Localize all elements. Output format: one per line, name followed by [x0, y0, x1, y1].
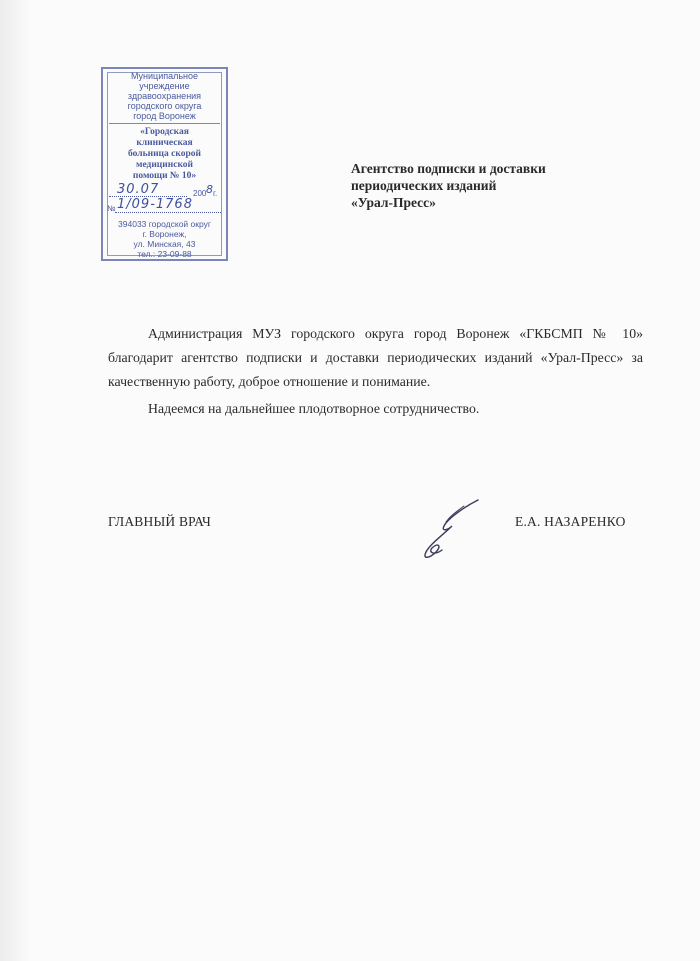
stamp-hospital-line: «Городская: [140, 127, 189, 137]
stamp-number-handwritten: 1/09-1768: [117, 197, 193, 212]
stamp-org-line: учреждение: [139, 81, 190, 91]
stamp-number-row: [107, 197, 223, 217]
stamp-number-underline: [115, 212, 221, 213]
stamp-organization: [103, 71, 226, 121]
stamp-address-line: г. Воронеж,: [142, 229, 187, 239]
registration-stamp: [101, 67, 228, 261]
addressee-block: [351, 160, 546, 211]
stamp-hospital-line: больница скорой: [128, 149, 201, 159]
addressee-line: периодических изданий: [351, 178, 497, 193]
page-left-shadow: [0, 0, 30, 961]
addressee-line: «Урал-Пресс»: [351, 195, 436, 210]
stamp-hospital-name: [103, 127, 226, 182]
stamp-hospital-line: клиническая: [136, 138, 193, 148]
stamp-year-suffix: г.: [213, 189, 218, 198]
stamp-hospital-line: медицинской: [135, 160, 194, 170]
letter-body: [108, 322, 643, 421]
signatory-title: ГЛАВНЫЙ ВРАЧ: [108, 514, 212, 529]
stamp-org-line: город Воронеж: [133, 111, 196, 121]
signatory-name: Е.А. НАЗАРЕНКО: [515, 514, 626, 529]
stamp-year-printed: 200: [193, 189, 207, 198]
stamp-address-line: ул. Минская, 43: [133, 239, 196, 249]
stamp-number-prefix: №: [107, 204, 116, 213]
stamp-org-line: Муниципальное: [130, 71, 199, 81]
handwritten-signature: [408, 496, 488, 566]
stamp-divider: [109, 123, 220, 124]
stamp-org-line: здравоохранения: [127, 91, 202, 101]
body-paragraph-gratitude: Администрация МУЗ городского округа город Воронеж «ГКБСМП № 10» благодарит агентство подписки и доставки периодических изданий «Урал-Пресс» за качественную работу, доброе отношение и понимание.: [108, 326, 643, 389]
stamp-address-line: тел.: 23-09-88: [137, 249, 192, 259]
addressee-line: Агентство подписки и доставки: [351, 161, 546, 176]
stamp-address-line: 394033 городской округ: [118, 219, 211, 229]
body-paragraph-cooperation: Надеемся на дальнейшее плодотворное сотрудничество.: [148, 401, 480, 416]
stamp-year-handwritten: 8: [206, 183, 214, 196]
stamp-hospital-line: помощи № 10»: [132, 171, 197, 181]
stamp-address: [103, 219, 226, 259]
stamp-date-handwritten: 30.07: [117, 182, 160, 197]
stamp-org-line: городского округа: [127, 101, 202, 111]
